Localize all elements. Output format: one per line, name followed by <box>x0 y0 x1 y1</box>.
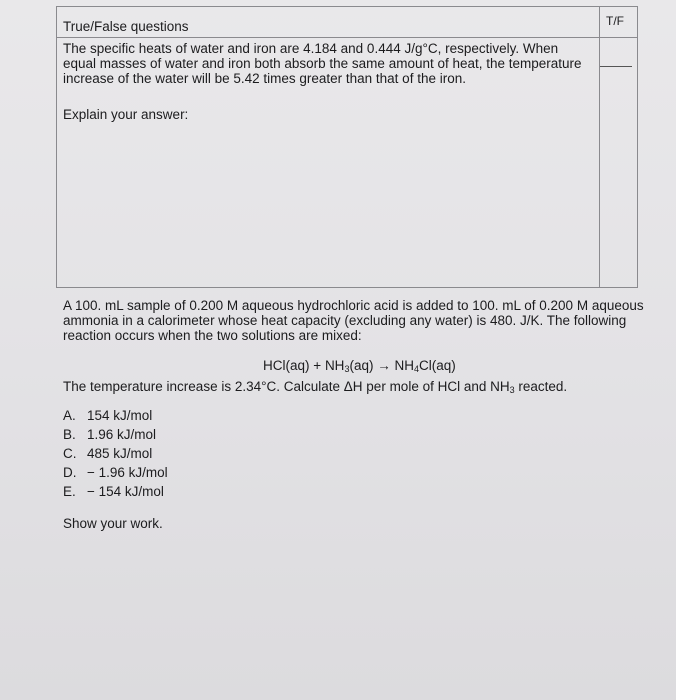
answer-choices <box>63 406 168 501</box>
table-column-divider <box>599 6 600 288</box>
choice-b[interactable]: B. 1.96 kJ/mol <box>63 427 157 442</box>
choice-a[interactable]: A. 154 kJ/mol <box>63 408 153 423</box>
choice-e[interactable]: E. − 154 kJ/mol <box>63 484 164 499</box>
tf-header-questions: True/False questions <box>63 19 189 34</box>
reaction-equation <box>263 358 456 374</box>
tf-question-text: The specific heats of water and iron are 4.184 and 0.444 J/g°C, respectively. When equal masses of water and iron both absorb the same amount of heat, the temperature increase of the water will be 5.42 times greater than that of the iron. <box>63 41 582 86</box>
product-nh4cl: $NH_4Cl(aq)$ <box>394 358 456 374</box>
explain-label: Explain your answer: <box>63 107 189 122</box>
reaction-arrow: → <box>377 358 391 373</box>
tf-header-answer: T/F <box>606 14 624 28</box>
problem-statement: A 100. mL sample of 0.200 M aqueous hydrochloric acid is added to 100. mL of 0.200 M aqueous ammonia in a calorimeter whose heat capacity (excluding any water) is 480. J/K. The following reaction occurs when the two solutions are mixed: <box>63 298 644 343</box>
tf-answer-blank[interactable] <box>600 66 632 67</box>
question-prompt: The temperature increase is 2.34°C. Calculate ΔH per mole of HCl and $NH_3$ reacted. <box>63 379 568 395</box>
choice-c[interactable]: C. 485 kJ/mol <box>63 446 153 461</box>
table-header-divider <box>56 37 638 38</box>
reactant-nh3: $NH_3(aq)$ <box>324 358 374 374</box>
plus-sign: + <box>313 358 322 373</box>
reactant-hcl: HCl(aq) <box>263 358 310 373</box>
choice-d[interactable]: D. − 1.96 kJ/mol <box>63 465 168 480</box>
show-work-label: Show your work. <box>63 516 163 531</box>
